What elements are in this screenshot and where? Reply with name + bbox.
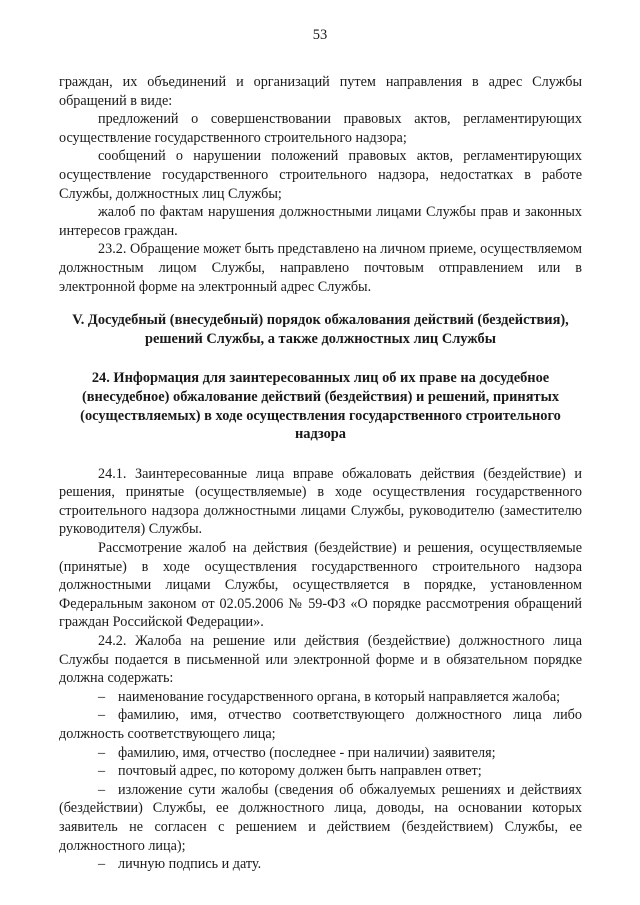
page-number: 53 — [312, 27, 328, 43]
list-item — [59, 744, 582, 763]
paragraph-24-1: 24.1. Заинтересованные лица вправе обжаловать действия (бездействие) и решения, принятые (осуществляемые) в ходе осуществления государственного строительного надзора должностными лицами Службы, руководителю (заместителю руководителя) Службы. — [59, 465, 582, 538]
paragraph-proposals: предложений о совершенствовании правовых актов, регламентирующих осуществление государственного строительного надзора; — [59, 111, 582, 146]
list-item-text: фамилию, имя, отчество соответствующего должностного лица либо должность соответствующего лица; — [59, 707, 582, 742]
dash-bullet: – — [98, 707, 106, 724]
list-item — [59, 706, 582, 743]
dash-bullet: – — [98, 763, 106, 780]
paragraph-intro: граждан, их объединений и организаций путем направления в адрес Службы обращений в виде: — [59, 74, 582, 109]
section-24-heading: 24. Информация для заинтересованных лиц об их праве на досудебное (внесудебное) обжалование действий (бездействия) и решений, принятых (осуществляемых) в ходе осуществления государственного строительного надзора — [80, 370, 561, 443]
paragraph-complaints: жалоб по фактам нарушения должностными лицами Службы прав и законных интересов граждан. — [59, 204, 582, 239]
list-item-text: наименование государственного органа, в который направляется жалоба; — [118, 688, 561, 705]
list-item-text: фамилию, имя, отчество (последнее - при наличии) заявителя; — [118, 744, 496, 761]
dash-bullet: – — [98, 744, 106, 761]
section-5-heading: V. Досудебный (внесудебный) порядок обжалования действий (бездействия), решений Службы, а также должностных лиц Службы — [72, 312, 569, 347]
paragraph-reports: сообщений о нарушении положений правовых актов, регламентирующих осуществление государственного строительного надзора, недостатках в работе Службы, должностных лиц Службы; — [59, 148, 582, 202]
paragraph-24-2: 24.2. Жалоба на решение или действия (бездействие) должностного лица Службы подается в письменной или электронной форме и в обязательном порядке должна содержать: — [59, 633, 582, 687]
document-body — [59, 73, 582, 874]
list-item-text: личную подпись и дату. — [118, 856, 262, 873]
list-item — [59, 688, 582, 707]
list-item — [59, 781, 582, 855]
list-item — [59, 762, 582, 781]
paragraph-review: Рассмотрение жалоб на действия (бездействие) и решения, осуществляемые (принятые) в ходе осуществления государственного строительного надзора должностными лицами Службы, осуществляется в порядке, установленном Федеральным законом от 02.05.2006 № 59-ФЗ «О порядке рассмотрения обращений граждан Российской Федерации». — [59, 540, 582, 631]
paragraph-23-2: 23.2. Обращение может быть представлено на личном приеме, осуществляемом должностным лицом Службы, направлено почтовым отправлением или в электронной форме на электронный адрес Службы. — [59, 241, 582, 295]
list-item — [59, 855, 582, 874]
dash-bullet: – — [98, 856, 106, 873]
list-item-text: изложение сути жалобы (сведения об обжалуемых решениях и действиях (бездействии) Службы, ее должностного лица, доводы, на основании которых заявитель не согласен с решением и действием (бездействием) Службы, ее должностного лица); — [59, 781, 582, 854]
dash-bullet: – — [98, 688, 106, 705]
list-item-text: почтовый адрес, по которому должен быть направлен ответ; — [118, 763, 482, 780]
dash-bullet: – — [98, 781, 106, 798]
